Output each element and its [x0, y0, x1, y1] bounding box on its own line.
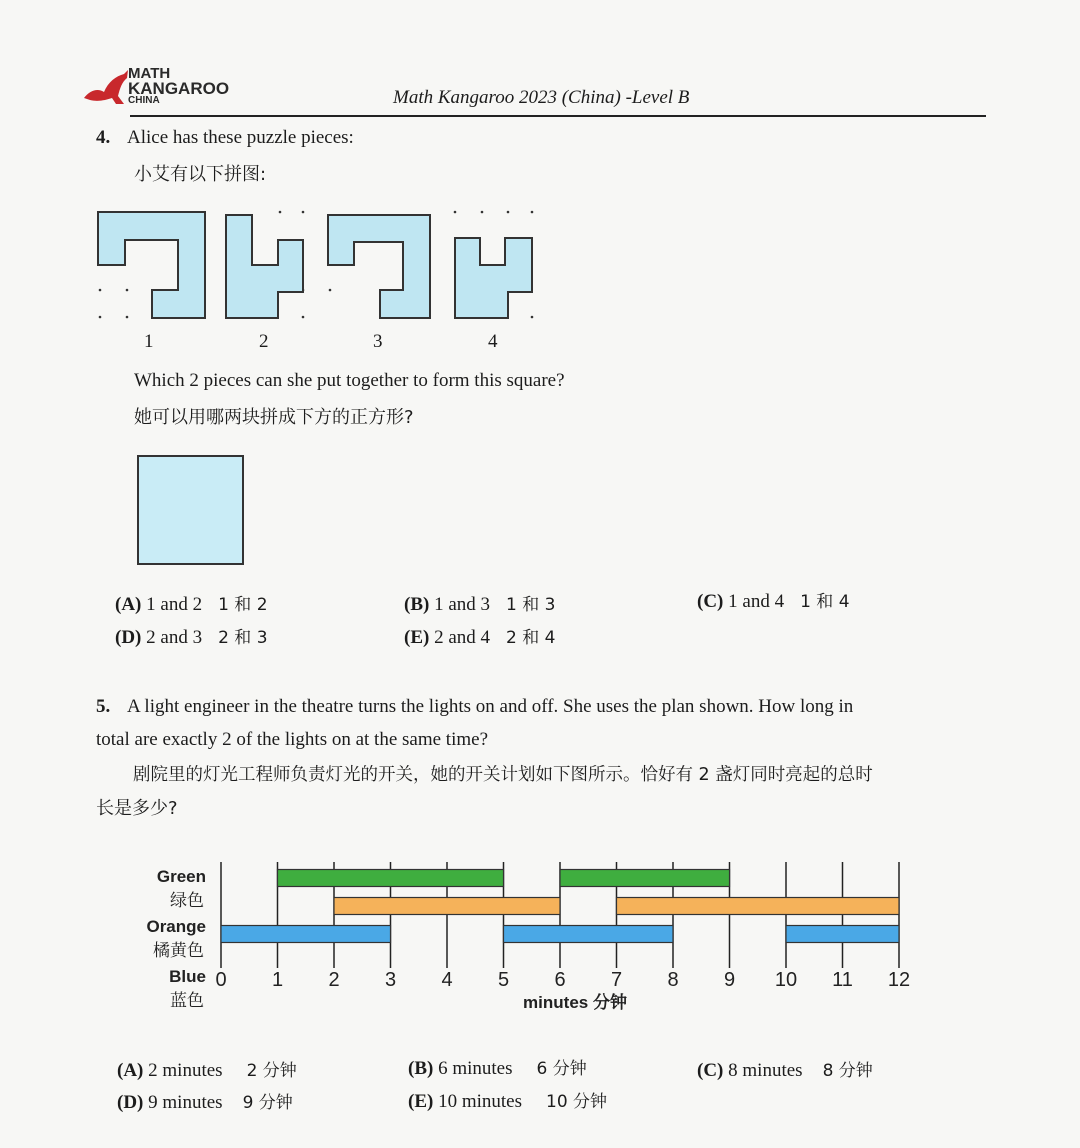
puzzle-piece-1 — [98, 212, 205, 318]
option-text-cn: 8 分钟 — [822, 1061, 873, 1081]
logo-line-2: KANGAROO — [128, 79, 230, 98]
tick-label-0: 0 — [215, 969, 227, 991]
puzzle-piece-4 — [455, 238, 532, 318]
tick-label-12: 12 — [887, 969, 911, 991]
bar-orange-2 — [617, 898, 900, 915]
tick-label-4: 4 — [441, 969, 453, 991]
piece-label-3: 3 — [373, 331, 383, 352]
q5-text-en-line1: A light engineer in the theatre turns the lights on and off. She uses the plan shown. How long in — [127, 696, 854, 717]
option-letter: (A) — [115, 594, 142, 615]
option-text-cn: 2 和 4 — [506, 628, 556, 648]
tick-label-8: 8 — [667, 969, 679, 991]
option-text-en: 1 and 4 — [728, 591, 785, 612]
series-label-orange: Orange — [146, 917, 206, 936]
piece-label-4: 4 — [488, 331, 498, 352]
bar-blue-1 — [221, 926, 391, 943]
option-text-en: 2 and 3 — [146, 627, 203, 648]
tick-label-6: 6 — [554, 969, 566, 991]
option-text-cn: 1 和 4 — [800, 592, 850, 612]
option-text-cn: 1 和 2 — [218, 595, 268, 615]
series-label-cn-orange: 橘黄色 — [153, 941, 204, 960]
series-label-blue: Blue — [169, 967, 206, 986]
page-title: Math Kangaroo 2023 (China) -Level B — [393, 87, 690, 108]
q5-option-c[interactable] — [697, 1056, 873, 1082]
option-text-en: 1 and 2 — [146, 594, 203, 615]
bar-blue-2 — [504, 926, 674, 943]
option-text-cn: 2 分钟 — [246, 1061, 297, 1081]
puzzle-pieces-figure — [90, 200, 550, 330]
logo-wordmark — [128, 66, 229, 106]
q4-text-en: Alice has these puzzle pieces: — [127, 127, 354, 148]
option-text-cn: 6 分钟 — [536, 1059, 587, 1079]
q4-question-cn: 她可以用哪两块拼成下方的正方形? — [134, 407, 414, 428]
q4-option-d[interactable] — [115, 623, 268, 649]
option-text-cn: 1 和 3 — [506, 595, 556, 615]
option-letter: (D) — [117, 1092, 144, 1113]
bar-green-2 — [560, 870, 730, 887]
bar-orange-1 — [334, 898, 560, 915]
puzzle-piece-3 — [328, 215, 430, 318]
target-square — [137, 455, 244, 565]
tick-label-11: 11 — [832, 969, 853, 991]
option-letter: (E) — [408, 1091, 434, 1112]
header-rule — [130, 115, 986, 117]
q4-number: 4. — [96, 127, 111, 148]
piece-label-1: 1 — [144, 331, 154, 352]
option-text-en: 2 minutes — [148, 1060, 223, 1081]
q4-option-b[interactable] — [404, 590, 555, 616]
q5-option-b[interactable] — [408, 1054, 587, 1080]
option-letter: (C) — [697, 591, 724, 612]
tick-label-5: 5 — [497, 969, 510, 991]
x-axis-label: minutes 分钟 — [523, 993, 627, 1012]
series-label-cn-blue: 蓝色 — [170, 991, 204, 1010]
series-label-green: Green — [156, 867, 206, 886]
option-letter: (D) — [115, 627, 142, 648]
q5-number: 5. — [96, 696, 111, 717]
option-text-en: 1 and 3 — [434, 594, 491, 615]
option-text-cn: 2 和 3 — [218, 628, 268, 648]
option-text-en: 10 minutes — [438, 1091, 522, 1112]
tick-label-2: 2 — [328, 969, 340, 991]
kangaroo-logo-icon — [80, 68, 132, 108]
option-text-en: 2 and 4 — [434, 627, 491, 648]
q4-text-cn: 小艾有以下拼图: — [134, 164, 267, 185]
q4-option-e[interactable] — [404, 623, 555, 649]
q4-question-en: Which 2 pieces can she put together to form this square? — [134, 370, 565, 391]
q4-option-a[interactable] — [115, 590, 268, 616]
logo-line-3: CHINA — [128, 95, 160, 106]
option-text-en: 8 minutes — [728, 1060, 803, 1081]
tick-label-7: 7 — [610, 969, 623, 991]
q5-text-cn-line1: 剧院里的灯光工程师负责灯光的开关，她的开关计划如下图所示。恰好有 2 盏灯同时亮起的总时 — [133, 765, 873, 785]
lights-timeline-chart — [140, 850, 940, 1020]
q4-option-c[interactable] — [697, 587, 850, 613]
tick-label-9: 9 — [723, 969, 736, 991]
q5-text-en-line2: total are exactly 2 of the lights on at the same time? — [96, 729, 489, 750]
option-text-en: 9 minutes — [148, 1092, 223, 1113]
puzzle-piece-2 — [226, 215, 303, 318]
option-letter: (C) — [697, 1060, 724, 1081]
logo-line-1: MATH — [128, 65, 171, 82]
q5-option-e[interactable] — [408, 1087, 607, 1113]
q5-option-a[interactable] — [117, 1056, 297, 1082]
option-letter: (A) — [117, 1060, 144, 1081]
q5-option-d[interactable] — [117, 1088, 293, 1114]
option-text-en: 6 minutes — [438, 1058, 513, 1079]
bar-green-1 — [278, 870, 504, 887]
tick-label-1: 1 — [271, 969, 284, 991]
tick-label-3: 3 — [384, 969, 397, 991]
option-text-cn: 9 分钟 — [242, 1093, 293, 1113]
q5-text-cn-line2: 长是多少? — [96, 798, 178, 819]
option-letter: (B) — [404, 594, 430, 615]
option-letter: (B) — [408, 1058, 434, 1079]
tick-label-10: 10 — [774, 969, 798, 991]
series-label-cn-green: 绿色 — [170, 891, 204, 910]
option-letter: (E) — [404, 627, 430, 648]
option-text-cn: 10 分钟 — [546, 1092, 608, 1112]
piece-label-2: 2 — [259, 331, 269, 352]
bar-blue-3 — [786, 926, 899, 943]
